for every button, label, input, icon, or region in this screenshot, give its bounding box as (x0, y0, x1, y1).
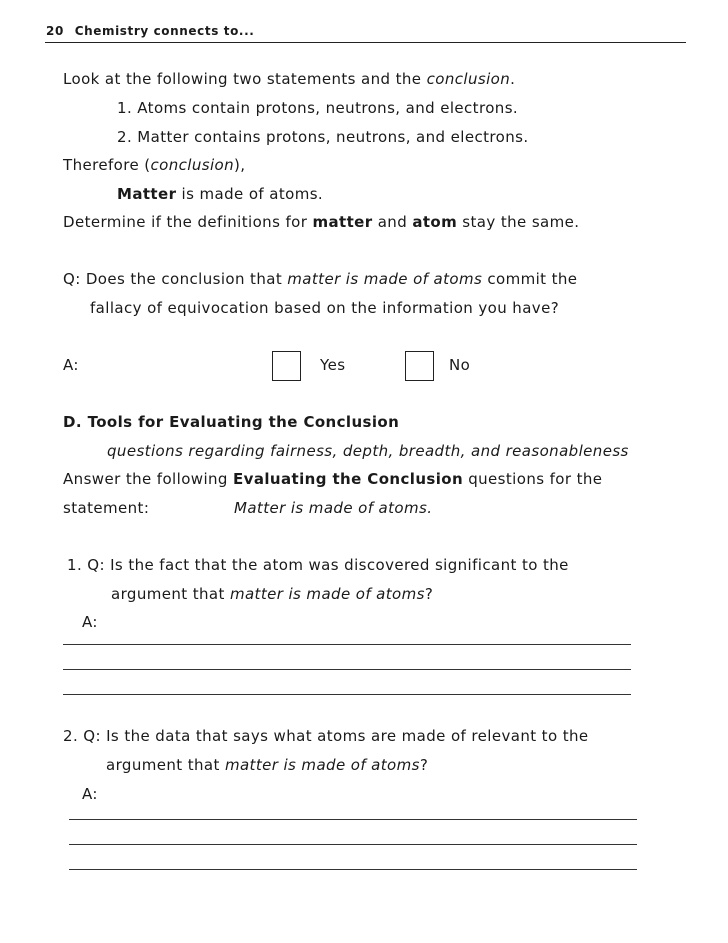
running-header (46, 24, 254, 38)
q1-line1: 1. Q: Is the fact that the atom was discovered significant to the (67, 556, 569, 574)
q2-line1: 2. Q: Is the data that says what atoms are made of relevant to the (63, 727, 589, 745)
statement-2: 2. Matter contains protons, neutrons, and electrons. (117, 128, 529, 146)
determine-end: stay the same. (457, 213, 580, 231)
intro-conclusion-word: conclusion (426, 70, 511, 88)
statement-label: statement: (63, 499, 150, 517)
section-subheading: questions regarding fairness, depth, breadth, and reasonableness (107, 442, 629, 460)
q2-answer-line-2[interactable] (69, 844, 637, 845)
q2-answer-line-1[interactable] (69, 819, 637, 820)
intro-text: Look at the following two statements and the (63, 70, 427, 88)
no-checkbox[interactable] (405, 351, 434, 381)
q1-line2-end: ? (424, 585, 434, 603)
claim-rest: is made of atoms. (176, 185, 324, 203)
answer-instruction-text: Answer the following (63, 470, 234, 488)
claim-line (117, 185, 323, 203)
q2-answer-line-3[interactable] (69, 869, 637, 870)
q2-line2-italic: matter is made of atoms (224, 756, 420, 774)
intro-period: . (510, 70, 516, 88)
answer-instruction-bold: Evaluating the Conclusion (233, 470, 464, 488)
q1-line2-text: argument that (111, 585, 230, 603)
q1-line2 (111, 585, 433, 603)
answer-instruction (63, 470, 602, 488)
therefore-line (63, 156, 245, 174)
q1-line2-italic: matter is made of atoms (229, 585, 425, 603)
equivocation-question-line2: fallacy of equivocation based on the information you have? (90, 299, 560, 317)
q1-answer-line-1[interactable] (63, 644, 631, 645)
q2-line2 (106, 756, 428, 774)
header-rule (45, 42, 686, 43)
question-text-end: commit the (482, 270, 578, 288)
page-number: 20 (46, 24, 64, 38)
intro-instruction (63, 70, 515, 88)
therefore-close: ), (234, 156, 246, 174)
determine-text: Determine if the definitions for (63, 213, 313, 231)
therefore-text: Therefore ( (63, 156, 151, 174)
q2-line2-text: argument that (106, 756, 225, 774)
no-label: No (449, 356, 471, 374)
q2-answer-label: A: (82, 785, 98, 803)
answer-label: A: (63, 356, 79, 374)
statement-value: Matter is made of atoms. (234, 499, 433, 517)
yes-label: Yes (320, 356, 346, 374)
term-matter: matter (312, 213, 373, 231)
q1-answer-line-3[interactable] (63, 694, 631, 695)
section-heading: D. Tools for Evaluating the Conclusion (63, 413, 400, 431)
q1-answer-label: A: (82, 613, 98, 631)
statement-1: 1. Atoms contain protons, neutrons, and electrons. (117, 99, 519, 117)
q2-line2-end: ? (419, 756, 429, 774)
therefore-conclusion: conclusion (150, 156, 235, 174)
running-title: Chemistry connects to... (74, 24, 255, 38)
q1-answer-line-2[interactable] (63, 669, 631, 670)
answer-instruction-end: questions for the (463, 470, 603, 488)
determine-line (63, 213, 579, 231)
determine-and: and (372, 213, 413, 231)
claim-subject: Matter (117, 185, 177, 203)
term-atom: atom (412, 213, 458, 231)
yes-checkbox[interactable] (272, 351, 301, 381)
equivocation-question (63, 270, 577, 288)
question-italic: matter is made of atoms (287, 270, 483, 288)
question-text: Q: Does the conclusion that (63, 270, 288, 288)
